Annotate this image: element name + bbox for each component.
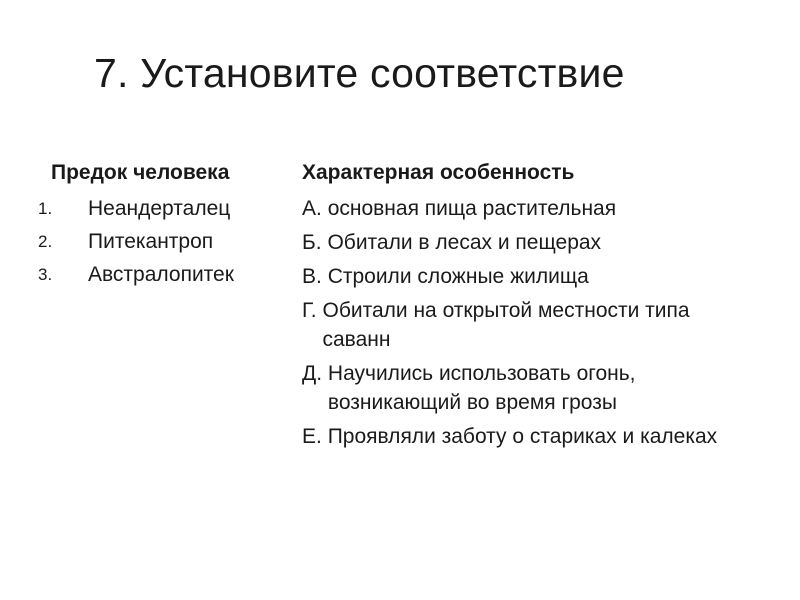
- ancestor-column-header: Предок человека: [51, 161, 230, 184]
- list-item-label: основная пища растительная: [327, 197, 617, 220]
- ancestor-column: [38, 158, 288, 293]
- slide-title: 7. Установите соответствие: [94, 50, 625, 96]
- list-item-letter: Г.: [302, 299, 323, 322]
- list-item-letter: Б.: [302, 231, 328, 254]
- list-item: [302, 228, 772, 257]
- list-item: [302, 359, 772, 417]
- list-item: [302, 422, 772, 451]
- list-item-label: Проявляли заботу о стариках и калеках: [327, 425, 718, 448]
- list-item: [38, 260, 288, 289]
- list-item: [302, 194, 772, 223]
- list-item: [38, 194, 288, 223]
- list-item-letter: А.: [302, 197, 328, 220]
- list-item: [302, 296, 772, 354]
- list-item-letter: Д.: [302, 362, 328, 385]
- trait-list: [302, 194, 772, 451]
- list-item-number: 1.: [38, 199, 53, 218]
- list-item-label: Научились использовать огонь, возникающий во время грозы: [327, 362, 636, 414]
- list-item-number: 2.: [38, 232, 53, 251]
- list-item-label: Строили сложные жилища: [327, 265, 589, 288]
- list-item-label: Австралопитек: [88, 263, 234, 286]
- list-item-letter: Е.: [302, 425, 328, 448]
- list-item-label: Обитали на открытой местности типа саванн: [322, 299, 690, 351]
- ancestor-list: [38, 194, 288, 289]
- trait-column-header: Характерная особенность: [302, 161, 575, 184]
- list-item-number: 3.: [38, 265, 53, 284]
- list-item-label: Неандерталец: [88, 197, 231, 220]
- list-item-label: Обитали в лесах и пещерах: [327, 231, 602, 254]
- list-item: [38, 227, 288, 256]
- list-item: [302, 262, 772, 291]
- trait-column: [302, 158, 772, 456]
- list-item-label: Питекантроп: [88, 230, 214, 253]
- list-item-letter: В.: [302, 265, 328, 288]
